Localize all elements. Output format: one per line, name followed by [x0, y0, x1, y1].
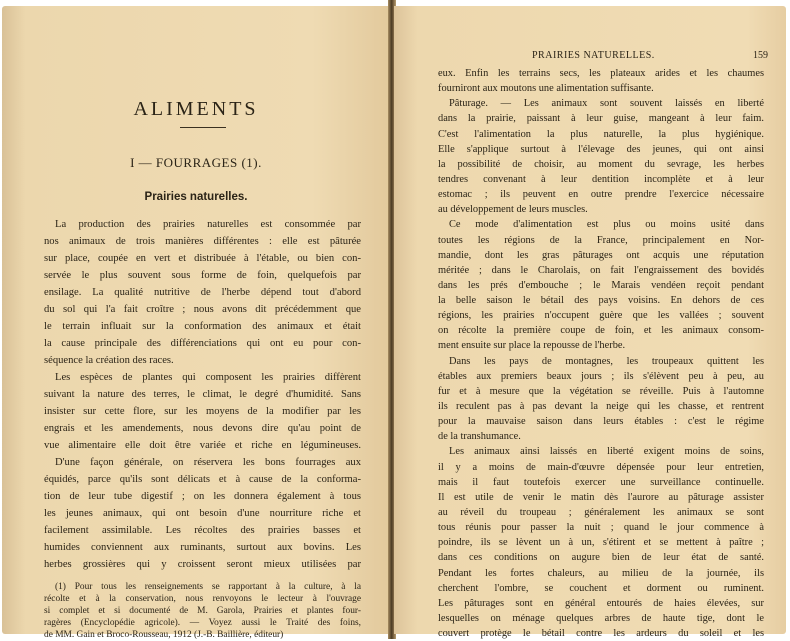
- chapter-title: ALIMENTS: [133, 98, 259, 120]
- right-body-line: étables aux premiers beaux jours ; ils s'élèvent peu à peu, au: [438, 370, 764, 382]
- right-body-line-overflow-a: Pendant les fortes chaleurs, au milieu de la journée, ils: [438, 567, 764, 579]
- left-body-line: équidés, parce qu'ils sont délicats et à cause de la conforma-: [44, 474, 361, 485]
- right-body-line: fourniront aux moutons une alimentation suffisante.: [438, 83, 654, 95]
- right-body-line: dans les prés d'embouche ; le Marais vendéen reçoit pendant: [438, 279, 764, 291]
- right-body-line: la belle saison le bétail des pays voisins. En dehors de ces: [438, 295, 764, 306]
- right-body-line: il y a moins de main-d'œuvre dépensée pour leur entretien,: [438, 461, 764, 473]
- running-head: PRAIRIES NATURELLES.: [532, 50, 655, 61]
- left-body-line: servée le plus souvent sous forme de foin, quelquefois par: [44, 270, 361, 281]
- footnote-line: si complet et si documenté de M. Garola, Prairies et plantes four-: [44, 606, 361, 616]
- footnote-line: de MM. Gain et Broco-Rousseau, 1912 (J.-B. Baillière, éditeur): [44, 630, 284, 640]
- right-body-line: la possibilité de choisir, au moment du sevrage, les herbes: [438, 158, 764, 170]
- right-body-line: mais il faut toutefois exercer une surveillance continuelle.: [438, 476, 764, 488]
- right-body-line: tous réunis pour passer la nuit ; quand le jour commence à: [438, 522, 764, 534]
- right-body-line: fur et à mesure que la végétation se réveille. Puis à l'automne: [438, 385, 764, 397]
- left-body-line: vue alimentaire elle doit être variée et riche en légumineuses.: [44, 440, 361, 451]
- left-body-line: facilement assimilable. Les récoltes des prairies basses et: [44, 525, 361, 536]
- left-body-line: La production des prairies naturelles est consommée par: [55, 219, 361, 230]
- left-body-line: le terrain influait sur la conformation des animaux et était: [44, 321, 361, 332]
- right-body-line-overflow-b: cherchent l'ombre, se couchent et dorment ou ruminent.: [438, 582, 764, 594]
- right-body-line-overflow-e: couvert protège le bétail contre les ardeurs du soleil et les: [438, 628, 764, 639]
- left-body-line: herbes grossières qui y croissent seront mieux utilisées par: [44, 559, 361, 570]
- right-body-line: au développement de leurs muscles.: [438, 204, 588, 216]
- right-body-line-overflow-c: Les pâturages sont en général entourés de haies élevées, sur: [438, 597, 764, 609]
- right-body-line: Il est utile de venir le matin dès l'aurore au pâturage assister: [438, 491, 764, 503]
- right-body-line: poindre, ils se lèvent un à un, s'étirent et se mettent à paître ;: [438, 537, 764, 549]
- right-body-line: ment ensuite sur place la repousse de l'herbe.: [438, 340, 626, 352]
- left-body-line: engrais et les amendements, nous devons dire qu'au point de: [44, 423, 361, 434]
- right-body-line: Pâturage. — Les animaux sont souvent laissés en liberté: [449, 98, 764, 110]
- left-body-line: sur place, coupée en vert et distribuée à l'étable, ou bien con-: [44, 253, 361, 264]
- left-body-line: insister sur cette flore, sur les moyens de la modifier par les: [44, 406, 361, 417]
- section-heading: Prairies naturelles.: [144, 191, 248, 203]
- right-body-line: au réveil du troupeau ; généralement les animaux se sont: [438, 506, 764, 518]
- right-body-line: mandie, dont les gras pâturages ont acquis une réputation: [438, 249, 764, 261]
- left-body-line: humides conviennent aux ruminants, surtout aux bovins. Les: [44, 542, 361, 553]
- right-body-line: on récolte la première coupe de foin, et les animaux consom-: [438, 325, 764, 337]
- title-rule: [180, 127, 226, 128]
- right-body-line: de la transhumance.: [438, 431, 521, 443]
- left-body-line: du sol qui l'a fait croître ; nous avons dit précédemment que: [44, 304, 361, 315]
- left-body-line: D'une façon générale, on réservera les bons fourrages aux: [55, 457, 361, 468]
- right-body-line: C'est l'alimentation la plus naturelle, la plus hygiénique.: [438, 128, 764, 140]
- left-body-line: suivant la nature des terres, le climat, le degré d'humidité. Sans: [44, 389, 361, 400]
- right-body-line: toutes les régions de la France, principalement en Nor-: [438, 234, 764, 246]
- right-body-line-overflow-d: lesquelles on ménage quelques arbres de haute tige, dont le: [438, 612, 764, 624]
- left-body-line: nos animaux de trois manières différentes : elle est pâturée: [44, 236, 361, 247]
- left-page: [2, 6, 390, 640]
- right-body-line: tendres convenant à leur dentition incomplète et à leur: [438, 173, 764, 185]
- footnote-line: récolte et à la conservation, nous renvoyons le lecteur à l'ouvrage: [44, 594, 361, 604]
- right-body-line: eux. Enfin les terrains secs, les plateaux arides et les chaumes: [438, 68, 764, 79]
- right-body-line: régions, les prairies n'occupent guère que les vallées ; souvent: [438, 310, 764, 322]
- right-page: [394, 6, 786, 639]
- right-body-line: ils reculent pas à pas devant la neige qui les chasse, et rentrent: [438, 401, 764, 412]
- left-body-line: les jeunes animaux, qui ont besoin d'une nourriture riche et: [44, 508, 361, 519]
- right-body-line: Ce mode d'alimentation est plus ou moins usité dans: [449, 219, 764, 231]
- right-body-line: dans ces conditions on augure bien de leur état de santé.: [438, 552, 764, 564]
- right-body-line: Dans les pays de montagnes, les troupeaux quittent les: [449, 355, 764, 367]
- right-body-line: Elle s'applique surtout à l'élevage des jeunes, qui ont ainsi: [438, 143, 764, 155]
- left-body-line: tion de leur tube digestif ; on les donnera également à tous: [44, 491, 361, 502]
- right-body-line: dans la prairie, paissant à leur guise, mangeant à leur faim.: [438, 113, 764, 125]
- right-body-line: Les animaux ainsi laissés en liberté exigent moins de soins,: [449, 446, 764, 458]
- left-body-line: séquence la création des races.: [44, 355, 174, 366]
- right-body-line: méritée ; dans le Charolais, on fait l'engraissement des bovidés: [438, 264, 764, 276]
- chapter-subtitle: I — FOURRAGES (1).: [130, 155, 262, 170]
- left-body-line: ensilage. La qualité nutritive de l'herbe dépend tout d'abord: [44, 287, 361, 298]
- footnote-line: (1) Pour tous les renseignements se rapportant à la culture, à la: [55, 582, 361, 592]
- right-body-line: pour la mauvaise saison dans leurs étables : c'est le régime: [438, 416, 764, 428]
- page-number: 159: [753, 50, 768, 61]
- footnote-line: ragères (Encyclopédie agricole). — Voyez aussi le Traité des foins,: [44, 618, 361, 628]
- right-body-line: estomac ; ils peuvent en outre prendre l'exercice nécessaire: [438, 189, 764, 201]
- left-body-line: la cause principale des différenciations qui ont eu pour con-: [44, 338, 361, 349]
- left-body-line: Les espèces de plantes qui composent les prairies diffèrent: [55, 372, 361, 383]
